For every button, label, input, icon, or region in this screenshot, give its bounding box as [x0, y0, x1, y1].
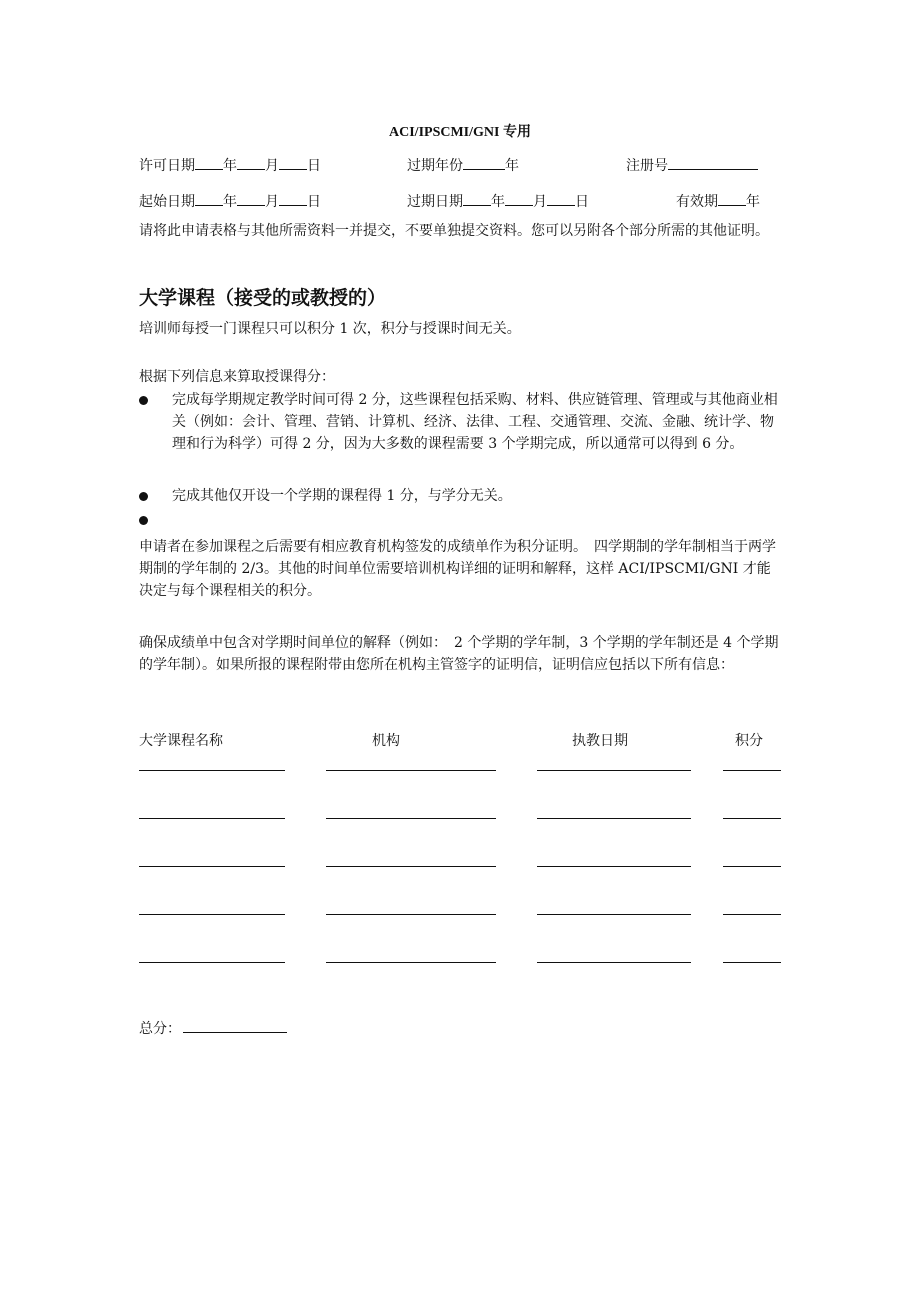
transcript-paragraph: 确保成绩单中包含对学期时间单位的解释（例如： 2 个学期的学年制，3 个学期的学年制还是 4 个学期的学年制）。如果所报的课程附带由您所在机构主管签字的证明信，证明信应包括以下所有信息： — [139, 635, 779, 673]
day-unit: 日 — [575, 194, 589, 210]
validity-field — [676, 191, 760, 212]
license-year-blank[interactable] — [195, 155, 223, 170]
course-name-blank[interactable] — [139, 962, 285, 963]
license-date-label: 许可日期 — [139, 158, 195, 174]
teaching-date-blank[interactable] — [537, 962, 691, 963]
teaching-date-blank[interactable] — [537, 866, 691, 867]
proof-paragraph: 申请者在参加课程之后需要有相应教育机构签发的成绩单作为积分证明。 四学期制的学年制相当于两学期制的学年制的 2/3。其他的时间单位需要培训机构详细的证明和解释，这样 ACI/IPSCMI/GNI 才能决定与每个课程相关的积分。 — [139, 539, 776, 599]
year-unit: 年 — [223, 158, 237, 174]
col-header-institution: 机构 — [372, 733, 400, 749]
course-name-blank[interactable] — [139, 914, 285, 915]
license-day-blank[interactable] — [279, 155, 307, 170]
registration-field — [626, 155, 758, 176]
expiry-year-field — [407, 155, 519, 176]
institution-blank[interactable] — [326, 818, 496, 819]
bullet-dot-icon — [139, 396, 148, 405]
bullet-dot-icon — [139, 492, 148, 501]
teaching-note: 培训师每授一门课程只可以积分 1 次，积分与授课时间无关。 — [139, 321, 521, 337]
teaching-date-blank[interactable] — [537, 818, 691, 819]
form-title: ACI/IPSCMI/GNI 专用 — [389, 125, 531, 140]
month-unit: 月 — [265, 194, 279, 210]
start-date-field — [139, 191, 321, 212]
expiry-date-year-blank[interactable] — [463, 191, 491, 206]
total-field — [139, 1018, 287, 1038]
year-unit: 年 — [505, 158, 519, 174]
bullet-dot-icon — [139, 516, 148, 525]
expiry-year-label: 过期年份 — [407, 158, 463, 174]
registration-blank[interactable] — [668, 155, 758, 170]
license-month-blank[interactable] — [237, 155, 265, 170]
credits-blank[interactable] — [723, 770, 781, 771]
course-name-blank[interactable] — [139, 818, 285, 819]
col-header-credits: 积分 — [735, 733, 763, 749]
validity-label: 有效期 — [676, 194, 718, 210]
start-month-blank[interactable] — [237, 191, 265, 206]
registration-label: 注册号 — [626, 158, 668, 174]
credits-blank[interactable] — [723, 914, 781, 915]
bullet-item: 完成其他仅开设一个学期的课程得 1 分，与学分无关。 — [172, 488, 512, 504]
expiry-date-month-blank[interactable] — [505, 191, 533, 206]
col-header-date: 执教日期 — [572, 733, 628, 749]
expiry-date-field — [407, 191, 589, 212]
credits-blank[interactable] — [723, 866, 781, 867]
total-label: 总分： — [139, 1021, 181, 1037]
institution-blank[interactable] — [326, 770, 496, 771]
validity-blank[interactable] — [718, 191, 746, 206]
year-unit: 年 — [223, 194, 237, 210]
expiry-year-blank[interactable] — [463, 155, 505, 170]
expiry-date-day-blank[interactable] — [547, 191, 575, 206]
section-heading: 大学课程（接受的或教授的） — [139, 287, 387, 309]
col-header-course: 大学课程名称 — [139, 733, 223, 749]
bullet-item: 完成每学期规定教学时间可得 2 分，这些课程包括采购、材料、供应链管理、管理或与其他商业相关（例如：会计、管理、营销、计算机、经济、法律、工程、交通管理、交流、金融、统计学、物理和行为科学）可得 2 分，因为大多数的课程需要 3 个学期完成，所以通常可以得到 6 分。 — [172, 392, 778, 452]
teaching-date-blank[interactable] — [537, 914, 691, 915]
credits-blank[interactable] — [723, 818, 781, 819]
year-unit: 年 — [491, 194, 505, 210]
day-unit: 日 — [307, 158, 321, 174]
calc-intro: 根据下列信息来算取授课得分： — [139, 369, 335, 385]
institution-blank[interactable] — [326, 914, 496, 915]
institution-blank[interactable] — [326, 866, 496, 867]
credits-blank[interactable] — [723, 962, 781, 963]
institution-blank[interactable] — [326, 962, 496, 963]
day-unit: 日 — [307, 194, 321, 210]
teaching-date-blank[interactable] — [537, 770, 691, 771]
course-name-blank[interactable] — [139, 866, 285, 867]
month-unit: 月 — [265, 158, 279, 174]
total-blank[interactable] — [183, 1018, 287, 1033]
year-unit: 年 — [746, 194, 760, 210]
start-date-label: 起始日期 — [139, 194, 195, 210]
month-unit: 月 — [533, 194, 547, 210]
expiry-date-label: 过期日期 — [407, 194, 463, 210]
license-date-field — [139, 155, 321, 176]
intro-paragraph: 请将此申请表格与其他所需资料一并提交，不要单独提交资料。您可以另附各个部分所需的其他证明。 — [139, 223, 769, 239]
start-year-blank[interactable] — [195, 191, 223, 206]
start-day-blank[interactable] — [279, 191, 307, 206]
course-name-blank[interactable] — [139, 770, 285, 771]
